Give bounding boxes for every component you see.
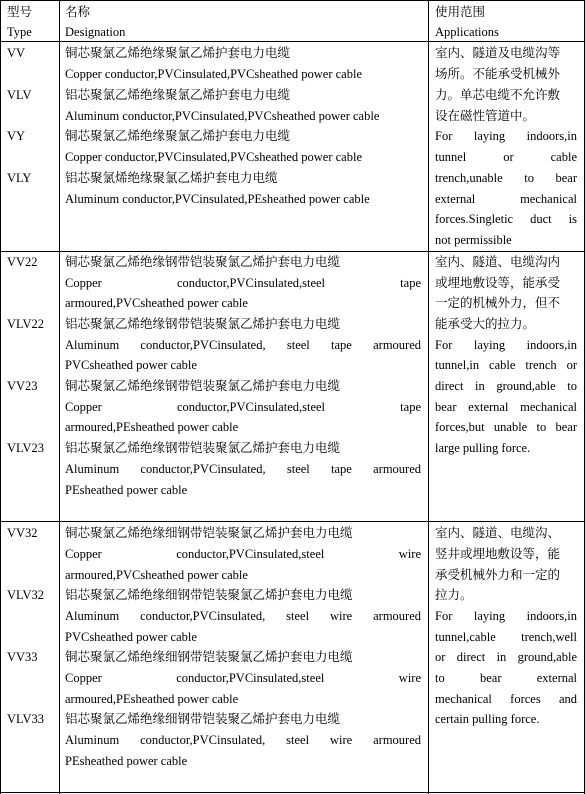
type-label: VV33 — [7, 650, 38, 664]
application-en-line: For laying indoors,in — [435, 609, 577, 623]
header-designation-en: Designation — [65, 25, 126, 39]
application-en-line: external mechanical — [435, 192, 577, 206]
designation-cn: 铝芯聚氯乙烯绝缘细钢带铠装聚乙烯护套电力电缆 — [65, 711, 341, 726]
designation-cn: 铝芯聚氯乙烯绝缘钢带铠装聚氯乙烯护套电力电缆 — [65, 440, 341, 455]
designation-cn: 铜芯聚氯乙烯绝缘钢带铠装聚氯乙烯护套电力电缆 — [65, 254, 341, 269]
header-applications-en: Applications — [435, 25, 499, 39]
designation-en: PEsheathed power cable — [65, 754, 188, 768]
designation-en: Aluminum conductor,PVCinsulated,PVCsheathed power cable — [65, 109, 380, 123]
application-cn-line: 室内、隧道及电缆沟等 — [435, 45, 561, 60]
designation-en: Copper conductor,PVCinsulated,steel wire — [65, 547, 421, 561]
application-en-line: forces.Singletic duct is — [435, 212, 577, 226]
application-en-line: to bear external — [435, 671, 577, 685]
type-label: VLV33 — [7, 712, 45, 726]
type-label: VV — [7, 46, 26, 60]
type-label: VLV — [7, 88, 32, 102]
designation-en: armoured,PEsheathed power cable — [65, 692, 239, 706]
designation-en: Aluminum conductor,PVCinsulated, steel wire armoured — [65, 733, 421, 747]
designation-en: armoured,PVCsheathed power cable — [65, 296, 248, 310]
designation-cn: 铜芯聚氯乙烯绝缘聚氯乙烯护套电力电缆 — [65, 45, 291, 60]
designation-en: Copper conductor,PVCinsulated,PVCsheathed power cable — [65, 67, 363, 81]
designation-en: Aluminum conductor,PVCinsulated, steel tape armoured — [65, 338, 421, 352]
application-cn-line: 能承受大的拉力。 — [435, 316, 536, 331]
designation-cn: 铝芯聚氯乙烯绝缘钢带铠装聚氯乙烯护套电力电缆 — [65, 316, 341, 331]
header-designation-cn: 名称 — [65, 4, 91, 19]
application-en-line: bear external mechanical — [435, 400, 577, 414]
designation-cn: 铜芯聚氯乙烯绝缘聚氯乙烯护套电力电缆 — [65, 128, 291, 143]
type-label: VLV32 — [7, 588, 45, 602]
designation-en: PVCsheathed power cable — [65, 358, 197, 372]
application-en-line: certain pulling force. — [435, 712, 540, 726]
table-border-top — [0, 0, 585, 1]
application-en-line: large pulling force. — [435, 441, 531, 455]
designation-cn: 铜芯聚氯乙烯绝缘细钢带铠装聚氯乙烯护套电力电缆 — [65, 525, 353, 540]
application-en-line: or direct in ground,able — [435, 650, 577, 664]
designation-cn: 铝芯聚氯乙烯绝缘聚氯乙烯护套电力电缆 — [65, 87, 291, 102]
application-cn-line: 承受机械外力和一定的 — [435, 567, 561, 582]
application-cn-line: 设在磁性管道中。 — [435, 108, 536, 123]
application-en-line: For laying indoors,in — [435, 338, 577, 352]
application-en-line: not permissible — [435, 233, 512, 247]
application-cn-line: 场所。不能承受机械外 — [435, 66, 561, 81]
designation-en: Aluminum conductor,PVCinsulated, steel tape armoured — [65, 462, 421, 476]
designation-cn: 铜芯聚氯乙烯绝缘钢带铠装聚氯乙烯护套电力电缆 — [65, 378, 341, 393]
type-label: VY — [7, 129, 26, 143]
designation-cn: 铝芯聚氯乙烯绝缘细钢带铠装聚氯乙烯护套电力电缆 — [65, 587, 353, 602]
section-divider-2 — [0, 521, 585, 522]
type-label: VLY — [7, 171, 32, 185]
designation-en: armoured,PEsheathed power cable — [65, 420, 239, 434]
designation-en: Aluminum conductor,PVCinsulated,PEsheathed power cable — [65, 192, 370, 206]
designation-en: Copper conductor,PVCinsulated,steel wire — [65, 671, 421, 685]
type-label: VV22 — [7, 255, 38, 269]
type-label: VV32 — [7, 526, 38, 540]
application-en-line: tunnel,cable trench,well — [435, 630, 577, 644]
header-type-en: Type — [7, 25, 32, 39]
application-en-line: direct in ground,able to — [435, 379, 577, 393]
header-type-cn: 型号 — [7, 4, 33, 19]
column-divider-2 — [428, 0, 429, 794]
application-cn-line: 室内、隧道、电缆沟内 — [435, 254, 561, 269]
application-cn-line: 或埋地敷设等，能承受 — [435, 275, 561, 290]
designation-en: Copper conductor,PVCinsulated,steel tape — [65, 276, 421, 290]
designation-en: PVCsheathed power cable — [65, 630, 197, 644]
designation-cn: 铝芯聚氯烯绝缘聚氯乙烯护套电力电缆 — [65, 170, 278, 185]
application-en-line: tunnel,in cable trench or — [435, 358, 577, 372]
application-en-line: For laying indoors,in — [435, 129, 577, 143]
designation-en: Aluminum conductor,PVCinsulated, steel wire armoured — [65, 609, 421, 623]
table-border-left — [0, 0, 1, 794]
table-border-bottom — [0, 792, 585, 793]
application-cn-line: 拉力。 — [435, 587, 473, 602]
application-en-line: mechanical forces and — [435, 692, 577, 706]
designation-en: PEsheathed power cable — [65, 483, 188, 497]
application-en-line: tunnel or cable — [435, 150, 577, 164]
application-cn-line: 一定的机械外力，但不 — [435, 295, 561, 310]
designation-cn: 铜芯聚氯乙烯绝缘细钢带铠装聚氯乙烯护套电力电缆 — [65, 649, 353, 664]
designation-en: armoured,PVCsheathed power cable — [65, 568, 248, 582]
designation-en: Copper conductor,PVCinsulated,steel tape — [65, 400, 421, 414]
type-label: VV23 — [7, 379, 38, 393]
application-en-line: trench,unable to bear — [435, 171, 577, 185]
application-cn-line: 竖井或埋地敷设等，能 — [435, 546, 561, 561]
header-applications-cn: 使用范围 — [435, 4, 486, 19]
type-label: VLV22 — [7, 317, 45, 331]
application-cn-line: 室内、隧道、电缆沟、 — [435, 525, 561, 540]
column-divider-1 — [59, 0, 60, 794]
application-cn-line: 力。单芯电缆不允许敷 — [435, 87, 561, 102]
designation-en: Copper conductor,PVCinsulated,PVCsheathed power cable — [65, 150, 363, 164]
application-en-line: forces,but unable to bear — [435, 420, 577, 434]
type-label: VLV23 — [7, 441, 45, 455]
